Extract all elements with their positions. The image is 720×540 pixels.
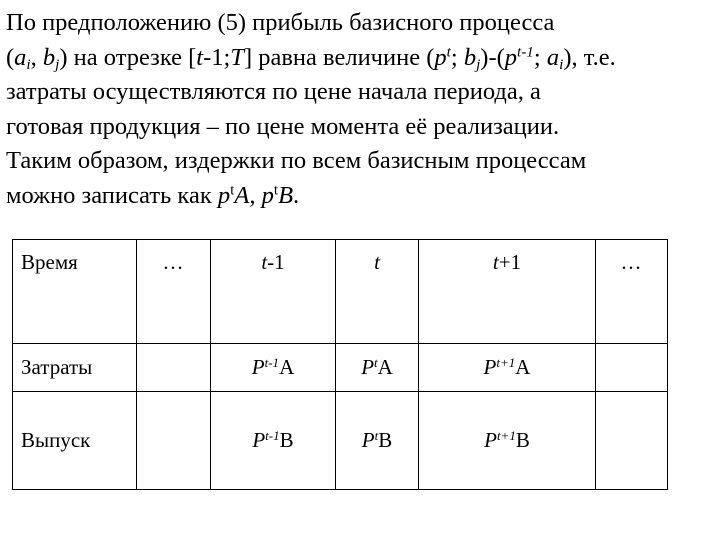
row-label-time: Время bbox=[13, 240, 137, 344]
row-label-costs: Затраты bbox=[13, 344, 137, 392]
body-paragraph bbox=[6, 6, 718, 213]
ellipsis-left: … bbox=[137, 240, 211, 344]
empty-cell bbox=[137, 344, 211, 392]
time-current: t bbox=[336, 240, 419, 344]
empty-cell bbox=[137, 392, 211, 490]
cost-prev: $P^{t-1}A$ bbox=[211, 344, 336, 392]
ellipsis-right: … bbox=[596, 240, 668, 344]
output-prev: $P^{t-1}B$ bbox=[211, 392, 336, 490]
time-next: t+1 bbox=[419, 240, 596, 344]
paragraph-line-2: ($a_i$, $b_j$) на отрезке [t-1;T] равна величине ($p^t$; $b_j)-(p^{t-1}$; $a_i$), т.е. bbox=[6, 43, 616, 73]
empty-cell bbox=[596, 344, 668, 392]
table-row-output bbox=[13, 392, 668, 490]
paragraph-line-6: можно записать как $p^tA$, $p^tB$. bbox=[6, 181, 300, 209]
table-row-costs bbox=[13, 344, 668, 392]
output-current: $P^tB$ bbox=[336, 392, 419, 490]
paragraph-line-3: затраты осуществляются по цене начала периода, а bbox=[6, 78, 541, 105]
paragraph-line-5: Таким образом, издержки по всем базисным процессам bbox=[6, 147, 587, 174]
paragraph-line-1: По предположению (5) прибыль базисного процесса bbox=[6, 9, 555, 36]
table-row-time bbox=[13, 240, 668, 344]
process-table bbox=[12, 239, 668, 490]
paragraph-line-4: готовая продукция – по цене момента её реализации. bbox=[6, 112, 560, 140]
cost-current: $P^tA$ bbox=[336, 344, 419, 392]
empty-cell bbox=[596, 392, 668, 490]
cost-next: $P^{t+1}A$ bbox=[419, 344, 596, 392]
time-prev: t-1 bbox=[211, 240, 336, 344]
output-next: $P^{t+1}B$ bbox=[419, 392, 596, 490]
row-label-output: Выпуск bbox=[13, 392, 137, 490]
